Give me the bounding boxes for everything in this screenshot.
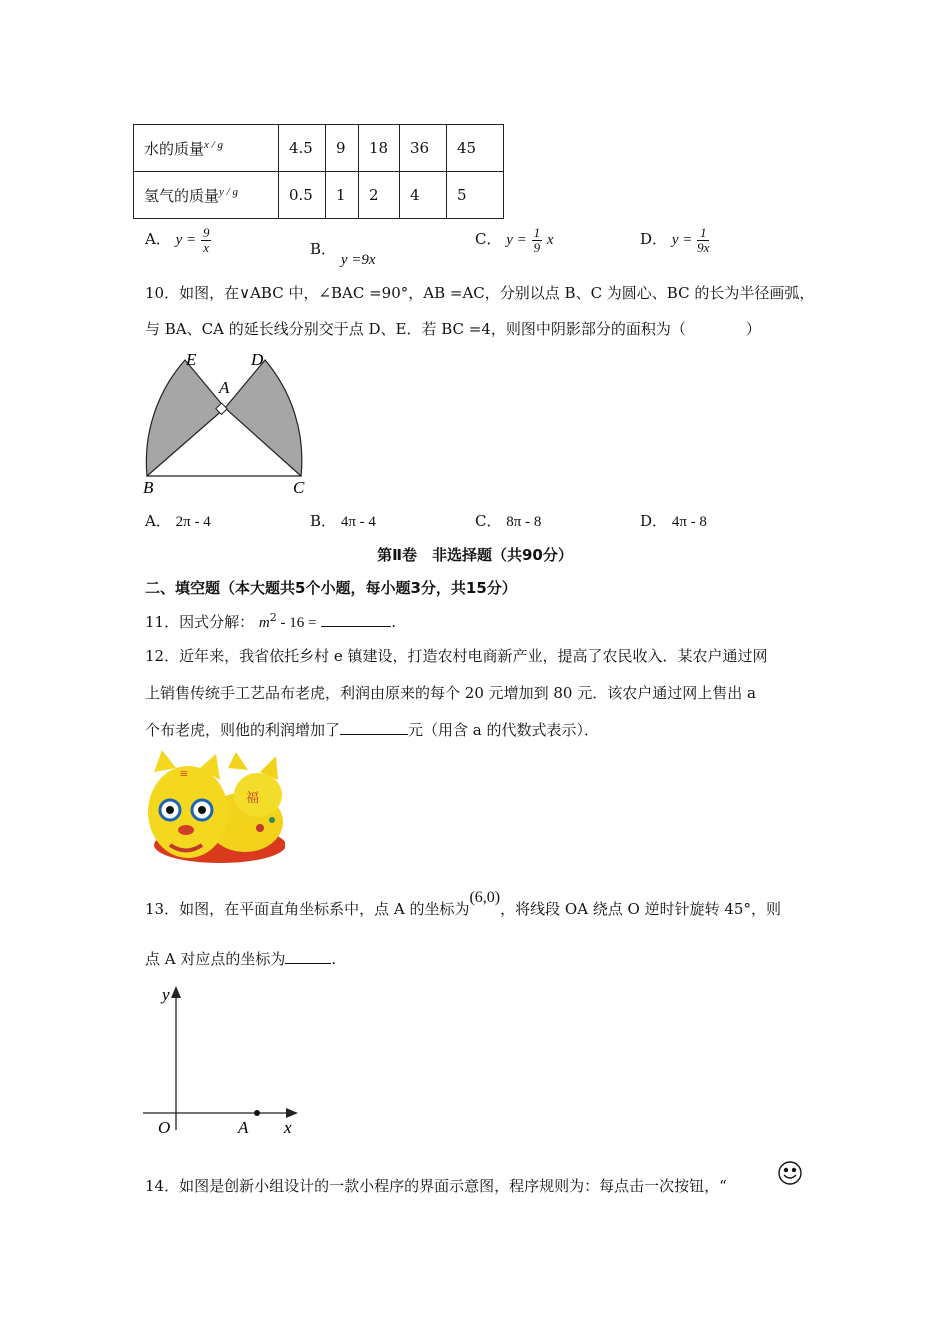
- q9-option-c[interactable]: C． y = $\frac{1}{9}$ x: [475, 225, 554, 255]
- q9-option-a[interactable]: A． y = $\frac{9}{x}$: [145, 225, 210, 255]
- point-a: [254, 1110, 260, 1116]
- q12-line3: 个布老虎，则他的利润增加了 元（用含 a 的代数式表示）．: [145, 721, 599, 739]
- label-a: A: [238, 1118, 249, 1137]
- label-b: B: [143, 478, 154, 497]
- label-a: A: [219, 378, 230, 397]
- q12-line1: 12．近年来，我省依托乡村 e 镇建设，打造农村电商新产业，提高了农民收入．某农户通过网: [145, 647, 768, 665]
- label-e: E: [186, 350, 197, 369]
- q10-option-a[interactable]: A． 2π - 4: [145, 512, 211, 530]
- q10-option-d[interactable]: D． 4π - 8: [640, 512, 707, 530]
- data-table: [133, 124, 504, 219]
- label-d: D: [251, 350, 264, 369]
- section-title: 第Ⅱ卷 非选择题（共90分）: [377, 546, 573, 564]
- q11: 11．因式分解： $m^2 - 16$ = .: [145, 611, 396, 631]
- table-row: 水的质量$^{x / g}$ 4.5 9 18 36 45: [134, 125, 504, 172]
- q10-option-b[interactable]: B． 4π - 4: [310, 512, 376, 530]
- q9-option-d[interactable]: D． y = $\frac{1}{9x}$: [640, 225, 710, 255]
- label-c: C: [293, 478, 305, 497]
- q13-line1: 13．如图，在平面直角坐标系中，点 A 的坐标为(6,0)，将线段 OA 绕点 O 逆时针旋转 45°，则: [145, 889, 781, 918]
- label-x: x: [284, 1118, 292, 1137]
- q12-answer-blank[interactable]: [340, 734, 408, 735]
- q11-answer-blank[interactable]: [321, 626, 391, 627]
- table-row: 氢气的质量$^{y / g}$ 0.5 1 2 4 5: [134, 172, 504, 219]
- q12-line2: 上销售传统手工艺品布老虎，利润由原来的每个 20 元增加到 80 元．该农户通过网上售出 a: [145, 684, 756, 702]
- shaded-sector-left: [146, 360, 225, 476]
- q10-option-c[interactable]: C． 8π - 8: [475, 512, 542, 530]
- q14-line1: 14．如图是创新小组设计的一款小程序的界面示意图，程序规则为：每点击一次按钮，“: [145, 1177, 727, 1195]
- svg-text:≡: ≡: [180, 767, 188, 782]
- part-heading: 二、填空题（本大题共5个小题，每小题3分，共15分）: [145, 579, 517, 597]
- shaded-sector-right: [225, 360, 302, 476]
- q10-figure: [135, 345, 315, 500]
- q13-coordinate-figure: [138, 980, 308, 1140]
- q13-answer-blank[interactable]: [285, 963, 331, 964]
- q10-line2: 与 BA、CA 的延长线分别交于点 D、E．若 BC =4，则图中阴影部分的面积为（ ）: [145, 320, 761, 338]
- cloth-tiger-image: [140, 750, 285, 868]
- q13-line2: 点 A 对应点的坐标为 .: [145, 950, 337, 968]
- q9-option-b[interactable]: B． y =9x: [310, 240, 376, 268]
- q10-line1: 10．如图，在∨ABC 中，∠BAC =90°，AB =AC，分别以点 B、C 为圆心、BC 的长为半径画弧，: [145, 284, 815, 302]
- label-o: O: [158, 1118, 171, 1137]
- label-y: y: [162, 985, 170, 1004]
- smiley-icon: [777, 1160, 803, 1186]
- tiger-fu-character: 福: [246, 791, 260, 806]
